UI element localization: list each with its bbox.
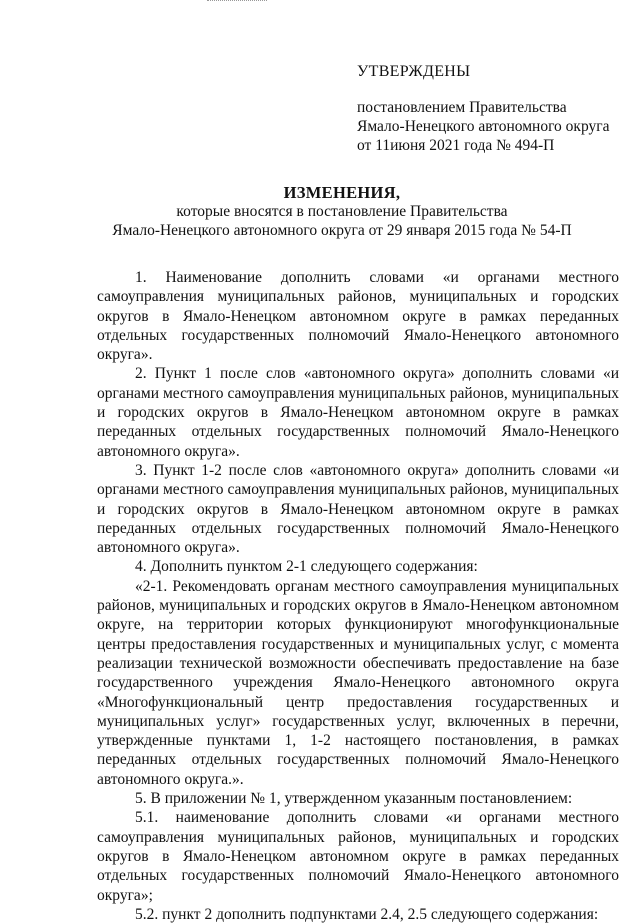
approved-label: УТВЕРЖДЕНЫ <box>357 63 471 80</box>
paragraph-5: 5. В приложении № 1, утвержденном указанным постановлением: <box>135 790 573 808</box>
approval-line-1: постановлением Правительства <box>357 99 567 116</box>
document-heading <box>92 183 592 240</box>
paragraph-3: 3. Пункт 1-2 после слов «автономного округа» дополнить словами «и органами местного самоуправления муниципальных районов, муниципальных и городских округов в Ямало-Ненецком автономном округе в рамках переданных отдельных государственных полномочий Ямало-Ненецкого автономного округа». <box>97 461 619 557</box>
document-subtitle-line-2: Ямало-Ненецкого автономного округа от 29 января 2015 года № 54-П <box>112 222 572 239</box>
document-body <box>97 268 619 924</box>
paragraph-1: 1. Наименование дополнить словами «и органами местного самоуправления муниципальных районов, муниципальных и городских округов в Ямало-Ненецком автономном округе в рамках переданных отдельных государственных полномочий Ямало-Ненецкого автономного округа». <box>97 269 619 364</box>
approval-block <box>357 62 627 155</box>
paragraph-2: 2. Пункт 1 после слов «автономного округа» дополнить словами «и органами местного самоуправления муниципальных районов, муниципальных и городских округов в Ямало-Ненецком автономном округе в рамках переданных отдельных государственных полномочий Ямало-Ненецкого автономного округа». <box>97 365 619 460</box>
document-subtitle-line-1: которые вносятся в постановление Правительства <box>176 203 508 220</box>
paragraph-4: 4. Дополнить пунктом 2-1 следующего содержания: <box>135 558 478 576</box>
paragraph-5-1: 5.1. наименование дополнить словами «и органами местного самоуправления муниципальных районов, муниципальных и городских округов в Ямало-Ненецком автономном округе в рамках переданных отдельных государственных полномочий Ямало-Ненецкого автономного округа»; <box>97 809 619 904</box>
top-dotted-rule <box>207 0 267 2</box>
paragraph-4-quote: «2-1. Рекомендовать органам местного самоуправления муниципальных районов, муниципальных и городских округов в Ямало-Ненецком автономном округе, на территории которых функционируют многофункциональные центры предоставления государственных и муниципальных услуг, с момента реализации технической возможности обеспечивать предоставление на базе государственного учреждения Ямало-Ненецкого автономного округа «Многофункциональный центр предоставления государственных и муниципальных услуг» государственных услуг, включенных в перечни, утвержденные пунктами 1, 1-2 настоящего постановления, в рамках переданных отдельных государственных полномочий Ямало-Ненецкого автономного округа.». <box>97 577 619 788</box>
approval-line-2: Ямало-Ненецкого автономного округа <box>357 118 610 135</box>
paragraph-5-2: 5.2. пункт 2 дополнить подпунктами 2.4, 2.5 следующего содержания: <box>135 905 599 923</box>
document-title: ИЗМЕНЕНИЯ, <box>283 183 401 202</box>
approval-line-3: от 11июня 2021 года № 494-П <box>357 137 555 154</box>
